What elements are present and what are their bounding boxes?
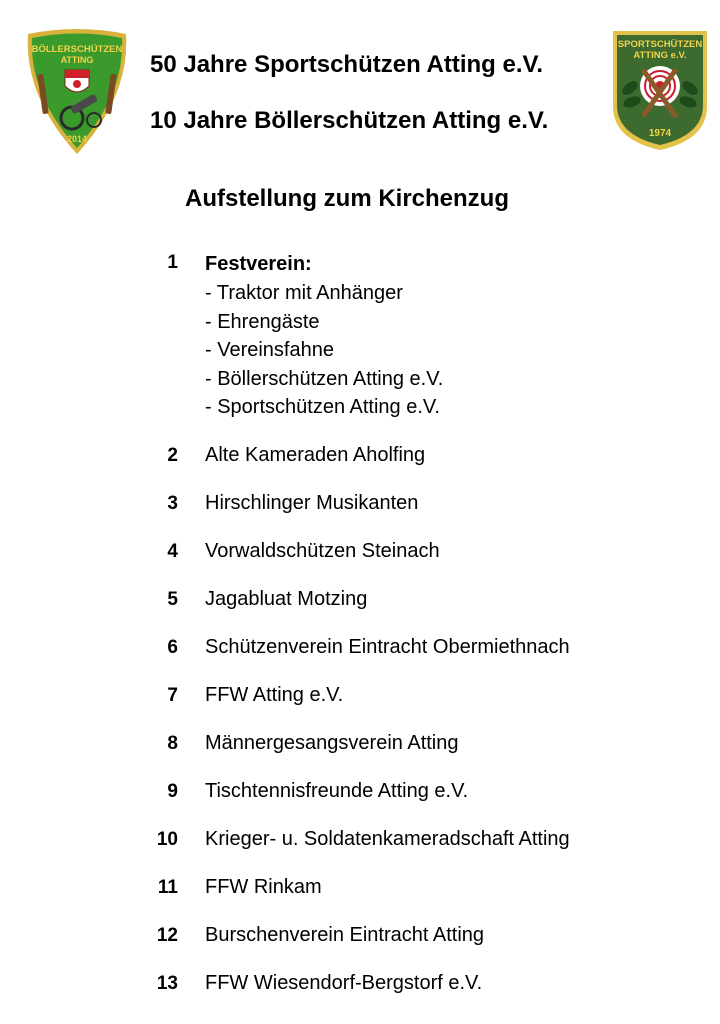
list-item (150, 729, 670, 777)
list-item (150, 537, 670, 585)
list-item-number: 2 (167, 445, 178, 466)
boellerschuetzen-logo (22, 26, 132, 158)
list-item-number: 10 (156, 829, 178, 850)
logo-left-text-mid: ATTING (60, 55, 94, 65)
logo-left-text-top: BÖLLERSCHÜTZEN (31, 44, 123, 55)
list-item-label: Männergesangsverein Atting (205, 732, 459, 754)
list-item (150, 441, 670, 489)
logo-right-text-top: SPORTSCHÜTZEN (617, 39, 703, 50)
list-item-number: 6 (167, 637, 178, 658)
list-item-label: Tischtennisfreunde Atting e.V. (205, 780, 469, 802)
section-subtitle: Aufstellung zum Kirchenzug (185, 185, 509, 212)
list-item-label: FFW Rinkam (205, 876, 322, 898)
list-item-number: 11 (157, 877, 178, 898)
list-item (150, 250, 670, 441)
list-item-label: Schützenverein Eintracht Obermiethnach (205, 636, 570, 658)
logo-left-year: 2014 (66, 134, 88, 144)
list-item-number: 5 (167, 589, 178, 610)
list-item-label: Vorwaldschützen Steinach (205, 540, 440, 562)
list-item-label: Alte Kameraden Aholfing (205, 444, 426, 466)
page-title-2: 10 Jahre Böllerschützen Atting e.V. (150, 107, 549, 134)
list-item-label: FFW Atting e.V. (205, 684, 344, 706)
list-item (150, 489, 670, 537)
list-item-label: Burschenverein Eintracht Atting (205, 924, 485, 946)
list-item (150, 969, 670, 1017)
list-item-label: FFW Wiesendorf-Bergstorf e.V. (205, 972, 483, 994)
page-title-1: 50 Jahre Sportschützen Atting e.V. (150, 51, 543, 78)
list-subitem: - Böllerschützen Atting e.V. (205, 367, 444, 390)
list-item-number: 9 (167, 781, 178, 802)
parade-lineup-list (150, 250, 670, 1017)
list-subitem: - Vereinsfahne (205, 339, 334, 361)
list-item (150, 633, 670, 681)
list-item-number: 12 (156, 925, 178, 946)
list-item-label: Jagabluat Motzing (205, 588, 368, 610)
logo-right-year: 1974 (648, 128, 672, 139)
list-item (150, 921, 670, 969)
list-item (150, 777, 670, 825)
sportschuetzen-logo (610, 28, 710, 152)
list-item-number: 8 (167, 733, 178, 754)
list-item-number: 3 (167, 493, 178, 514)
list-item (150, 681, 670, 729)
logo-right-text-mid: ATTING e.V. (633, 50, 687, 61)
list-item-label: Krieger- u. Soldatenkameradschaft Atting (205, 828, 570, 850)
list-item-title: Festverein: (205, 253, 312, 275)
list-item-label: Hirschlinger Musikanten (205, 492, 419, 514)
list-item-number: 1 (167, 252, 178, 273)
list-item (150, 873, 670, 921)
list-subitem: - Sportschützen Atting e.V. (205, 396, 440, 418)
list-item (150, 585, 670, 633)
list-item-number: 4 (167, 541, 178, 562)
list-subitem: - Traktor mit Anhänger (205, 282, 403, 304)
list-item-number: 13 (156, 973, 178, 994)
list-item-number: 7 (167, 685, 178, 706)
list-item (150, 825, 670, 873)
list-subitem: - Ehrengäste (205, 310, 320, 333)
